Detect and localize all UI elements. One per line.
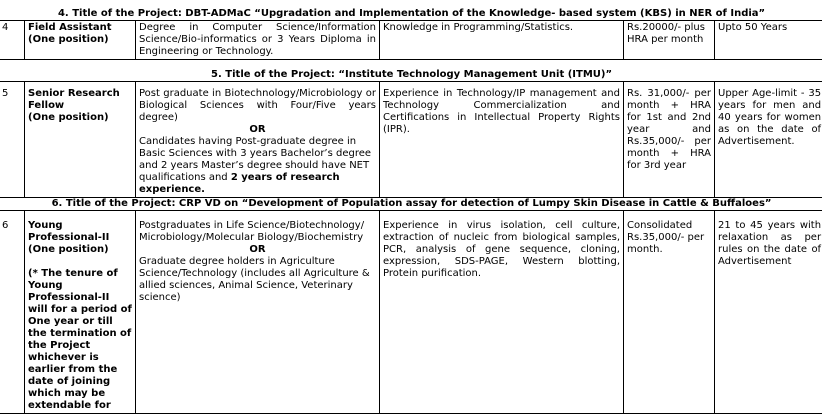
table-row [0,21,822,60]
post-name-cell [25,21,136,60]
post-title: Young Professional-II [28,220,132,244]
post-title: Senior Research Fellow [28,88,132,112]
section-title-row [0,0,822,21]
age-cell: Upper Age-limit - 35 years for men and 40 years for women as on the date of Advertisement. [715,82,822,198]
section-6-title: 6. Title of the Project: CRP VD on “Development of Population assay for detection of Lumpy Skin Disease in Cattle & Buffaloes” [0,198,822,211]
qualification-alternate-emphasis: 2 years of research experience. [139,172,340,195]
table-row [0,211,822,414]
experience-cell: Experience in Technology/IP management and Technology Commercialization and Certifications in Intellectual Property Rights (IPR). [380,82,624,198]
qualification-cell [136,211,380,414]
salary-type: Consolidated [627,220,711,232]
post-name-cell [25,211,136,414]
table-row [0,82,822,198]
serial-number: 6 [0,211,25,414]
age-cell: 21 to 45 years with relaxation as per rules on the date of Advertisement [715,211,822,414]
or-separator: OR [139,124,376,136]
section-title-row [0,60,822,82]
experience-cell: Experience in virus isolation, cell culture, extraction of nucleic from biological samples, PCR, analysis of gene sequence, cloning, expression, SDS-PAGE, Western blotting, Protein purification. [380,211,624,414]
serial-number: 5 [0,82,25,198]
qualification-alternate: Graduate degree holders in Agriculture Science/Technology (includes all Agriculture & allied sciences, Animal Science, Veterinary science) [139,256,376,304]
post-title: Field Assistant [28,22,132,34]
section-5-title: 5. Title of the Project: “Institute Technology Management Unit (ITMU)” [0,60,822,82]
salary-cell [624,211,715,414]
qualification-primary: Post graduate in Biotechnology/Microbiology or Biological Sciences with Four/Five years degree) [139,88,376,124]
qualification-alternate-text: Candidates having Post-graduate degree in Basic Sciences with 3 years Bachelor’s degree and 2 years Master’s degree should have NET qualifications and [139,136,371,183]
qualification-cell [136,82,380,198]
post-positions: (One position) [28,244,132,256]
qualification-alternate [139,136,376,196]
qualification-cell: Degree in Computer Science/Information Science/Bio-informatics or 3 Years Diploma in Engineering or Technology. [136,21,380,60]
post-name-cell [25,82,136,198]
or-separator: OR [139,244,376,256]
section-4-title: 4. Title of the Project: DBT-ADMaC “Upgradation and Implementation of the Knowledge- based system (KBS) in NER of India” [0,0,822,21]
experience-cell: Knowledge in Programming/Statistics. [380,21,624,60]
age-cell: Upto 50 Years [715,21,822,60]
section-title-row [0,198,822,211]
post-positions: (One position) [28,112,132,124]
post-positions: (One position) [28,34,132,46]
tenure-note: (* The tenure of Young Professional-II will for a period of One year or till the termination of the Project whichever is earlier from the date of joining which may be extendable for [28,268,132,412]
salary-cell: Rs. 31,000/- per month + HRA for 1st and 2nd year and Rs.35,000/- per month + HRA for 3rd year [624,82,715,198]
qualification-primary: Postgraduates in Life Science/Biotechnology/ Microbiology/Molecular Biology/Biochemistry [139,220,376,244]
serial-number: 4 [0,21,25,60]
salary-amount: Rs.35,000/- per month. [627,232,711,256]
salary-cell: Rs.20000/- plus HRA per month [624,21,715,60]
